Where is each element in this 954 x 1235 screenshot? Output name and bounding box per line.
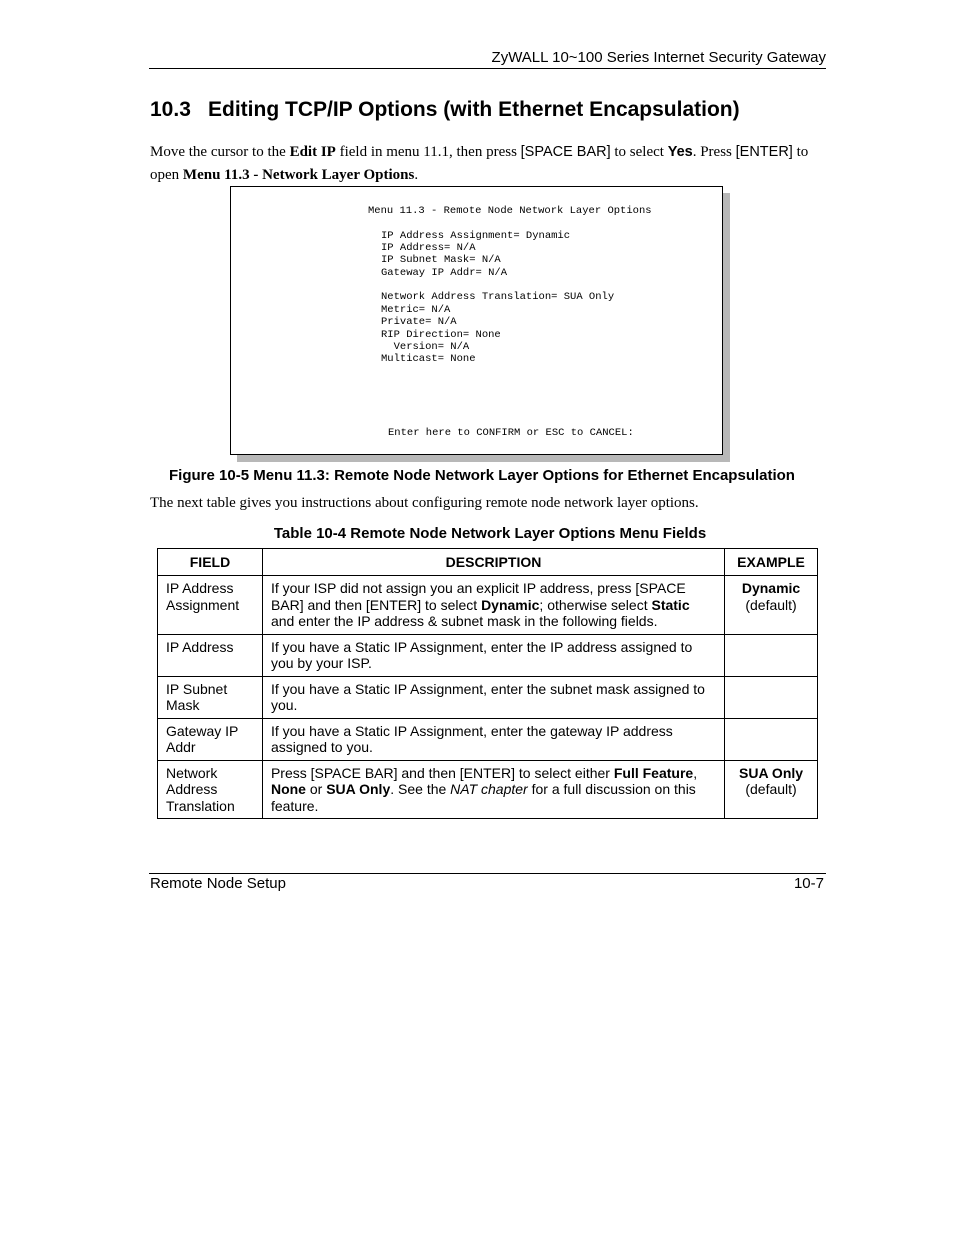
terminal-prompt: Enter here to CONFIRM or ESC to CANCEL: — [388, 427, 634, 439]
example-value: Dynamic — [741, 580, 801, 596]
body-paragraph: The next table gives you instructions about configuring remote node network layer options. — [150, 495, 699, 511]
terminal-line: Network Address Translation= SUA Only — [381, 291, 615, 303]
terminal-title: Menu 11.3 - Remote Node Network Layer Options — [368, 205, 652, 217]
example-value: SUA Only — [739, 764, 804, 781]
footer-chapter-title: Remote Node Setup — [150, 875, 286, 892]
terminal-line: Metric= N/A — [381, 304, 451, 316]
intro-bold-menu-name: Menu 11.3 - Network Layer Options — [182, 167, 415, 183]
field-cell: Gateway IP Addr — [158, 718, 263, 760]
header-divider — [149, 68, 826, 69]
column-header-field: FIELD — [158, 549, 263, 576]
section-title: Editing TCP/IP Options (with Ethernet Encapsulation) — [208, 98, 740, 121]
table-header-row — [158, 549, 818, 576]
description-bold: Dynamic — [481, 596, 540, 613]
terminal-line: IP Address= N/A — [381, 242, 476, 254]
terminal-line: Multicast= None — [381, 353, 476, 365]
intro-paragraph — [150, 141, 830, 187]
intro-text: to open — [150, 144, 809, 183]
description-cell: If you have a Static IP Assignment, enter the gateway IP address assigned to you. — [262, 718, 724, 760]
terminal-screen — [230, 186, 723, 455]
example-note: (default) — [745, 596, 797, 613]
figure-caption: Figure 10-5 Menu 11.3: Remote Node Network Layer Options for Ethernet Encapsulation — [169, 467, 795, 484]
description-cell: If you have a Static IP Assignment, enter the subnet mask assigned to you. — [262, 676, 724, 718]
description-bold: Full Feature — [613, 764, 694, 781]
terminal-line: IP Subnet Mask= N/A — [381, 254, 501, 266]
terminal-line: Gateway IP Addr= N/A — [381, 267, 508, 279]
description-text: If your ISP did not assign you an explicit IP address, press [SPACE BAR] and then [ENTER] to select — [270, 580, 686, 613]
description-cell: If you have a Static IP Assignment, enter the IP address assigned to you by your ISP. — [262, 634, 724, 676]
intro-key-enter: [ENTER] — [735, 144, 793, 160]
section-heading — [150, 98, 740, 122]
intro-text: . — [414, 167, 419, 183]
terminal-line: RIP Direction= None — [381, 329, 501, 341]
intro-bold-yes: Yes — [667, 144, 693, 160]
terminal-line: IP Address Assignment= Dynamic — [381, 230, 571, 242]
footer-divider — [149, 873, 826, 874]
description-text: , — [693, 764, 698, 781]
intro-text: field in menu 11.1, then press — [335, 144, 521, 160]
terminal-line: Version= N/A — [381, 341, 470, 353]
description-bold: SUA Only — [326, 781, 391, 797]
table-row — [158, 634, 818, 676]
page-number: 10-7 — [793, 875, 824, 892]
field-cell: IP Address — [158, 634, 263, 676]
column-header-description: DESCRIPTION — [262, 549, 724, 576]
description-text: ; otherwise select — [539, 596, 652, 613]
description-italic: NAT chapter — [450, 781, 528, 797]
example-cell — [725, 718, 818, 760]
intro-text: Move the cursor to the — [150, 144, 290, 160]
description-cell — [262, 576, 724, 635]
example-cell — [725, 576, 818, 635]
intro-key-space-bar: [SPACE BAR] — [520, 144, 611, 160]
field-cell: Network Address Translation — [158, 760, 263, 819]
example-cell — [725, 634, 818, 676]
table-row — [158, 676, 818, 718]
column-header-example: EXAMPLE — [725, 549, 818, 576]
terminal-line: Private= N/A — [381, 316, 457, 328]
description-text: and enter the IP address & subnet mask in the following fields. — [270, 613, 658, 629]
description-text: Press [SPACE BAR] and then [ENTER] to select either — [270, 764, 614, 781]
intro-text: to select — [610, 144, 668, 160]
example-note: (default) — [745, 781, 797, 797]
example-cell — [725, 760, 818, 819]
example-cell — [725, 676, 818, 718]
description-text: or — [305, 781, 327, 797]
table-row — [158, 760, 818, 819]
intro-bold-edit-ip: Edit IP — [289, 144, 336, 160]
description-text: for a full discussion on this feature. — [270, 781, 696, 814]
table-caption: Table 10-4 Remote Node Network Layer Options Menu Fields — [273, 525, 707, 542]
field-cell: IP Subnet Mask — [158, 676, 263, 718]
field-cell: IP Address Assignment — [158, 576, 263, 635]
table-row — [158, 576, 818, 635]
section-number: 10.3 — [150, 98, 191, 121]
description-cell — [262, 760, 724, 819]
intro-text: . Press — [692, 144, 736, 160]
description-text: . See the — [390, 781, 451, 797]
fields-table — [157, 548, 818, 819]
description-bold: None — [270, 781, 306, 797]
page-header-title: ZyWALL 10~100 Series Internet Security Gateway — [491, 49, 826, 66]
table-row — [158, 718, 818, 760]
description-bold: Static — [651, 596, 690, 613]
